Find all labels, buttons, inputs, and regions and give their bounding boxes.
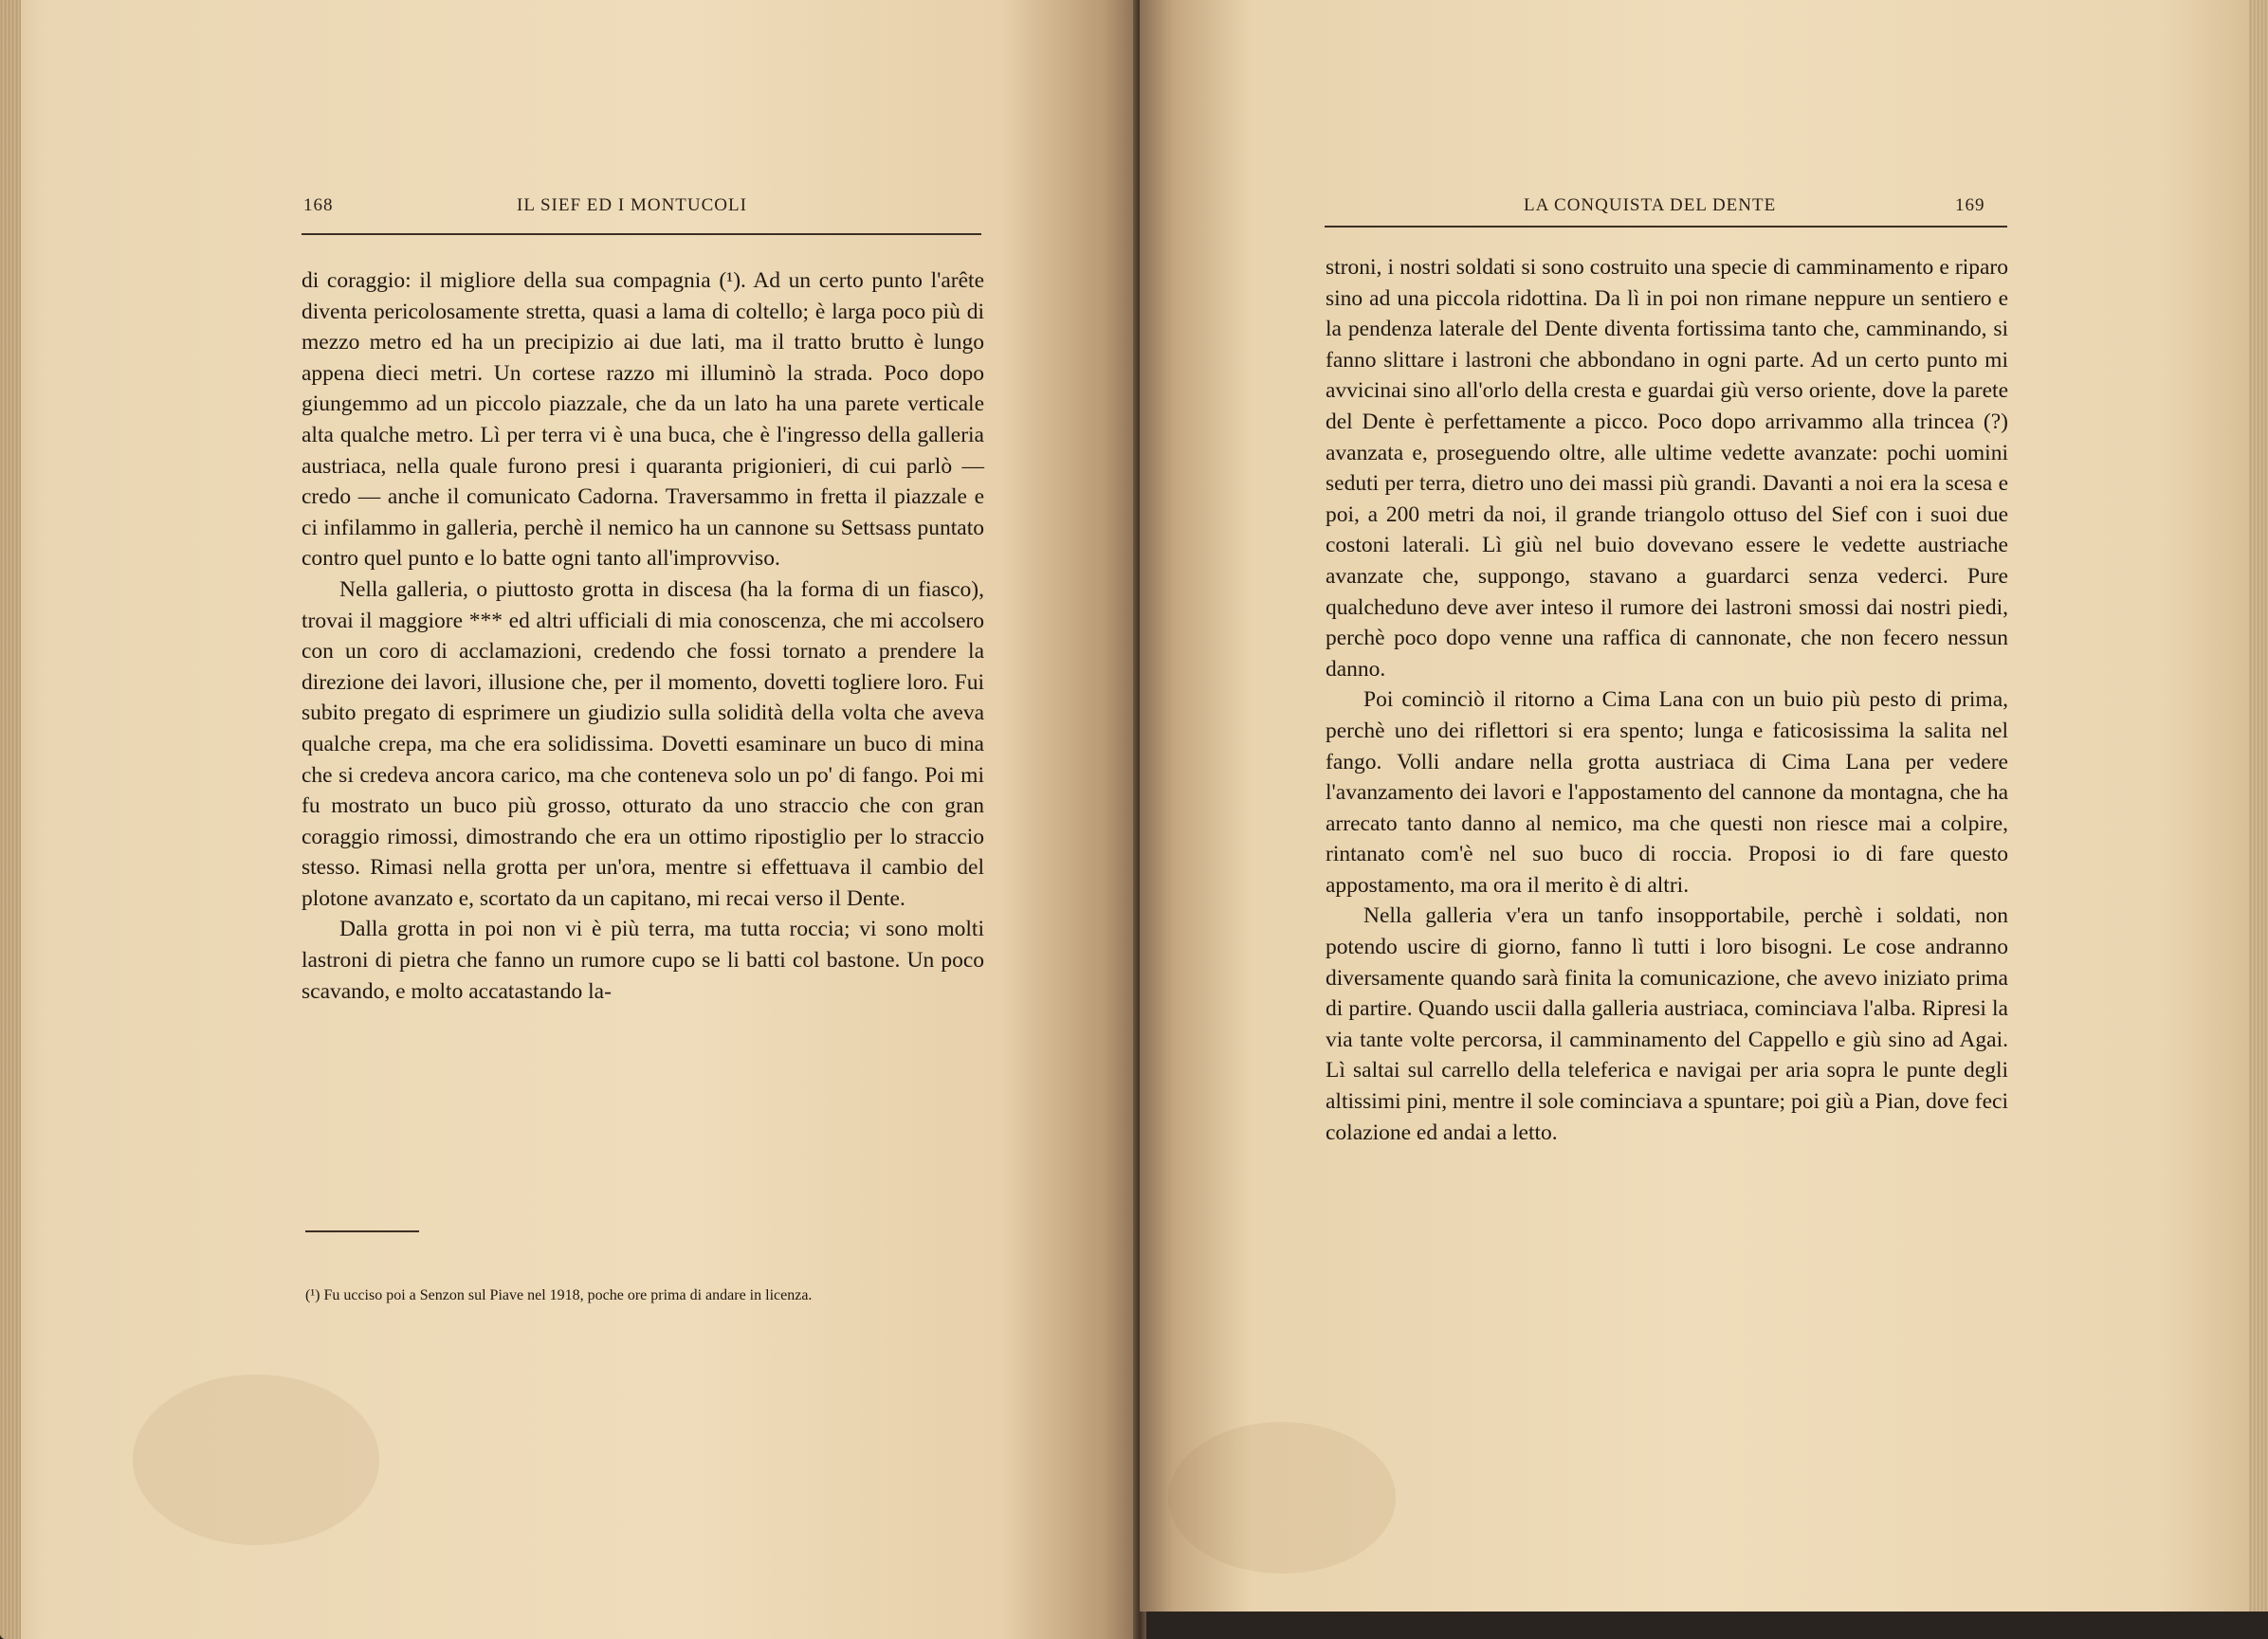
paper-stain — [133, 1375, 379, 1545]
header-rule-left — [302, 233, 981, 235]
left-page-body — [302, 265, 984, 1007]
right-page-edge — [2249, 0, 2268, 1612]
paper-stain — [1168, 1422, 1396, 1574]
right-page — [1140, 0, 2249, 1612]
running-head-left: IL SIEF ED I MONTUCOLI — [517, 195, 747, 215]
running-head-right: LA CONQUISTA DEL DENTE — [1524, 195, 1777, 215]
footnote-left: (¹) Fu ucciso poi a Senzon sul Piave nel 1918, poche ore prima di andare in licenza. — [305, 1287, 813, 1303]
right-paragraph-2: Poi cominciò il ritorno a Cima Lana con un buio più pesto di prima, perchè uno dei riflettori si era spento; lunga e faticosissima la salita nel fango. Volli andare nella grotta austriaca di Cima Lana per vedere l'avanzamento dei lavori e l'appostamento del cannone da montagna, che ha arrecato tanto danno al nemico, ma che questi non riesce mai a colpire, rintanato com'è nel suo buco di roccia. Proposi io di fare questo appostamento, ma ora il merito è di altri. — [1326, 687, 2008, 898]
footnote-rule — [305, 1230, 419, 1232]
right-paragraph-3: Nella galleria v'era un tanfo insopportabile, perchè i soldati, non potendo uscire di giorno, fanno lì tutti i loro bisogni. Le cose andranno diversamente quando sarà finita la comunicazione, che avevo iniziato prima di partire. Quando uscii dalla galleria austriaca, cominciava l'alba. Ripresi la via tante volte percorsa, il camminamento del Cappello e giù sino ad Agai. Lì saltai sul carrello della teleferica e navigai per aria sopra le punte degli altissimi pini, mentre il sole cominciava a spuntare; poi giù a Pian, dove feci colazione ed andai a letto. — [1326, 903, 2008, 1145]
right-paragraph-1: stroni, i nostri soldati si sono costruito una specie di camminamento e riparo sino ad una piccola ridottina. Da lì in poi non rimane neppure un sentiero e la pendenza laterale del Dente diventa fortissima tanto che, camminando, si fanno slittare i lastroni che abbondano in ogni parte. Ad un certo punto mi avvicinai sino all'orlo della cresta e guardai giù verso oriente, dove la parete del Dente è perfettamente a picco. Poco dopo arrivammo alla trincea (?) avanzata e, proseguendo oltre, alle ultime vedette avanzate: pochi uomini seduti per terra, dietro uno dei massi più grandi. Davanti a noi era la scesa e poi, a 200 metri da noi, il grande triangolo ottuso del Sief con i suoi due costoni laterali. Lì giù nel buio dovevano essere le vedette austriache avanzate che, suppongo, stavano a guardarci senza vederci. Pure qualcheduno deve aver inteso il rumore dei lastroni smossi dai nostri piedi, perchè poco dopo venne una raffica di cannonate, che non fecero nessun danno. — [1326, 255, 2008, 682]
right-page-body — [1326, 252, 2008, 1148]
page-number-right: 169 — [1955, 195, 1985, 215]
left-paragraph-3: Dalla grotta in poi non vi è più terra, ma tutta roccia; vi sono molti lastroni di pietra che fanno un rumore cupo se li batti col bastone. Un poco scavando, e molto accatastando la- — [302, 917, 984, 1004]
left-paragraph-2: Nella galleria, o piuttosto grotta in discesa (ha la forma di un fiasco), trovai il maggiore *** ed altri ufficiali di mia conoscenza, che mi accolsero con un coro di acclamazioni, credendo che fossi tornato a prendere la direzione dei lavori, illusione che, per il momento, dovetti togliere loro. Fui subito pregato di esprimere un giudizio sulla solidità della volta che aveva qualche crepa, ma che era solidissima. Dovetti esaminare un buco di mina che si credeva ancora carico, ma che conteneva solo un po' di fango. Poi mi fu mostrato un buco più grosso, otturato da uno straccio che con gran coraggio rimossi, dimostrando che era un ottimo ripostiglio per lo straccio stesso. Rimasi nella grotta per un'ora, mentre si effettuava il cambio del plotone avanzato e, scortato da un capitano, mi recai verso il Dente. — [302, 576, 984, 911]
left-paragraph-1: di coraggio: il migliore della sua compagnia (¹). Ad un certo punto l'arête diventa pericolosamente stretta, quasi a lama di coltello; è larga poco più di mezzo metro ed ha un precipizio ai due lati, ma il tratto brutto è lungo appena dieci metri. Un cortese razzo mi illuminò la strada. Poco dopo giungemmo ad un piccolo piazzale, che da un lato ha una parete verticale alta qualche metro. Lì per terra vi è una buca, che è l'ingresso della galleria austriaca, nella quale furono presi i quaranta prigionieri, di cui parlò — credo — anche il comunicato Cadorna. Traversammo in fretta il piazzale e ci infilammo in galleria, perchè il nemico ha un cannone su Settsass puntato contro quel punto e lo batte ogni tanto all'improvviso. — [302, 268, 984, 572]
left-page-edge — [0, 0, 21, 1639]
header-rule-right — [1325, 226, 2007, 228]
page-number-left: 168 — [303, 195, 334, 215]
